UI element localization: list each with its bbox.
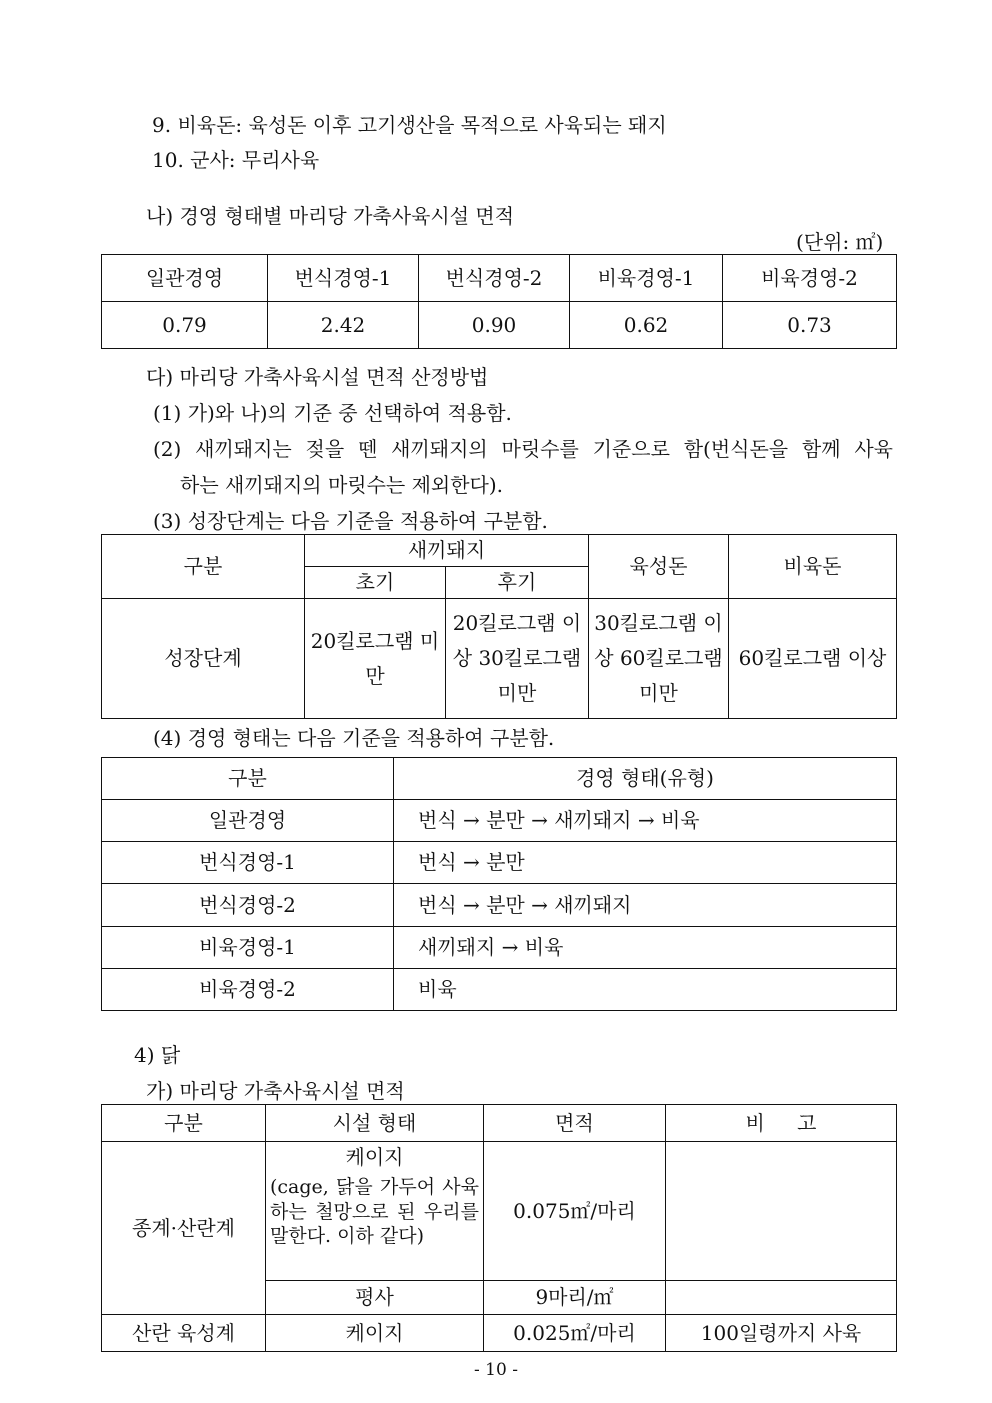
row-label-breeder-layer: 종계·산란계 xyxy=(102,1142,266,1315)
section-na-heading: 나) 경영 형태별 마리당 가축사육시설 면적 xyxy=(146,204,515,228)
section-chicken-sub: 가) 마리당 가축사육시설 면적 xyxy=(146,1079,405,1103)
pullet-note: 100일령까지 사육 xyxy=(666,1315,897,1352)
section-da-heading: 다) 마리당 가축사육시설 면적 산정방법 xyxy=(146,365,489,389)
mgmt-name: 번식경영-1 xyxy=(102,842,394,884)
row-label-pullet: 산란 육성계 xyxy=(102,1315,266,1352)
cage-area: 0.075㎡/마리 xyxy=(484,1142,666,1281)
header-gubun: 구분 xyxy=(102,1105,266,1142)
value-cell: 0.62 xyxy=(570,302,723,349)
pullet-cage-label: 케이지 xyxy=(266,1315,484,1352)
pullet-cage-area: 0.025㎡/마리 xyxy=(484,1315,666,1352)
mgmt-desc: 번식 → 분만 → 새끼돼지 → 비육 xyxy=(394,800,897,842)
value-early: 20킬로그램 미만 xyxy=(305,599,446,719)
header-gubun: 구분 xyxy=(102,535,305,599)
header-cell: 일관경영 xyxy=(102,255,268,302)
paragraph-2-line-1: (2) 새끼돼지는 젖을 뗀 새끼돼지의 마릿수를 기준으로 함(번식돈을 함께 사육 xyxy=(153,437,893,461)
area-by-management-table xyxy=(101,254,897,349)
cage-cell xyxy=(266,1142,484,1281)
management-type-table xyxy=(101,757,897,1011)
header-facility-form: 시설 형태 xyxy=(266,1105,484,1142)
header-management-type: 경영 형태(유형) xyxy=(394,758,897,800)
mgmt-name: 비육경영-2 xyxy=(102,968,394,1010)
value-cell: 0.90 xyxy=(419,302,570,349)
header-finisher: 비육돈 xyxy=(729,535,897,599)
empty-note xyxy=(666,1281,897,1315)
mgmt-desc: 새끼돼지 → 비육 xyxy=(394,926,897,968)
header-cell: 비육경영-1 xyxy=(570,255,723,302)
header-late: 후기 xyxy=(446,567,589,599)
header-cell: 비육경영-2 xyxy=(723,255,897,302)
mgmt-name: 비육경영-1 xyxy=(102,926,394,968)
item-10: 10. 군사: 무리사육 xyxy=(152,148,320,172)
header-gubun: 구분 xyxy=(102,758,394,800)
item-9: 9. 비육돈: 육성돈 이후 고기생산을 목적으로 사육되는 돼지 xyxy=(152,113,667,137)
header-area: 면적 xyxy=(484,1105,666,1142)
value-grower: 30킬로그램 이상 60킬로그램 미만 xyxy=(589,599,729,719)
value-cell: 0.79 xyxy=(102,302,268,349)
chicken-area-table xyxy=(101,1104,897,1352)
value-cell: 0.73 xyxy=(723,302,897,349)
value-finisher: 60킬로그램 이상 xyxy=(729,599,897,719)
header-early: 초기 xyxy=(305,567,446,599)
paragraph-2-line-2: 하는 새끼돼지의 마릿수는 제외한다). xyxy=(180,473,504,497)
mgmt-desc: 비육 xyxy=(394,968,897,1010)
empty-note xyxy=(666,1142,897,1281)
paragraph-1: (1) 가)와 나)의 기준 중 선택하여 적용함. xyxy=(153,401,512,425)
header-cell: 번식경영-1 xyxy=(268,255,419,302)
mgmt-desc: 번식 → 분만 → 새끼돼지 xyxy=(394,884,897,926)
page-number: - 10 - xyxy=(474,1360,518,1380)
cage-label: 케이지 xyxy=(345,1145,404,1169)
value-cell: 2.42 xyxy=(268,302,419,349)
floor-label: 평사 xyxy=(266,1281,484,1315)
cage-description: (cage, 닭을 가두어 사육하는 철망으로 된 우리를 말한다. 이하 같다) xyxy=(270,1176,479,1248)
paragraph-3: (3) 성장단계는 다음 기준을 적용하여 구분함. xyxy=(153,509,548,533)
header-piglet: 새끼돼지 xyxy=(305,535,589,567)
unit-label: (단위: ㎡) xyxy=(796,230,884,254)
section-chicken-heading: 4) 닭 xyxy=(134,1043,181,1067)
paragraph-4: (4) 경영 형태는 다음 기준을 적용하여 구분함. xyxy=(153,726,555,750)
header-note: 비 고 xyxy=(666,1105,897,1142)
header-grower: 육성돈 xyxy=(589,535,729,599)
header-cell: 번식경영-2 xyxy=(419,255,570,302)
row-label-growth-stage: 성장단계 xyxy=(102,599,305,719)
value-late: 20킬로그램 이상 30킬로그램 미만 xyxy=(446,599,589,719)
mgmt-name: 번식경영-2 xyxy=(102,884,394,926)
mgmt-name: 일관경영 xyxy=(102,800,394,842)
mgmt-desc: 번식 → 분만 xyxy=(394,842,897,884)
growth-stage-table xyxy=(101,534,897,719)
floor-area: 9마리/㎡ xyxy=(484,1281,666,1315)
